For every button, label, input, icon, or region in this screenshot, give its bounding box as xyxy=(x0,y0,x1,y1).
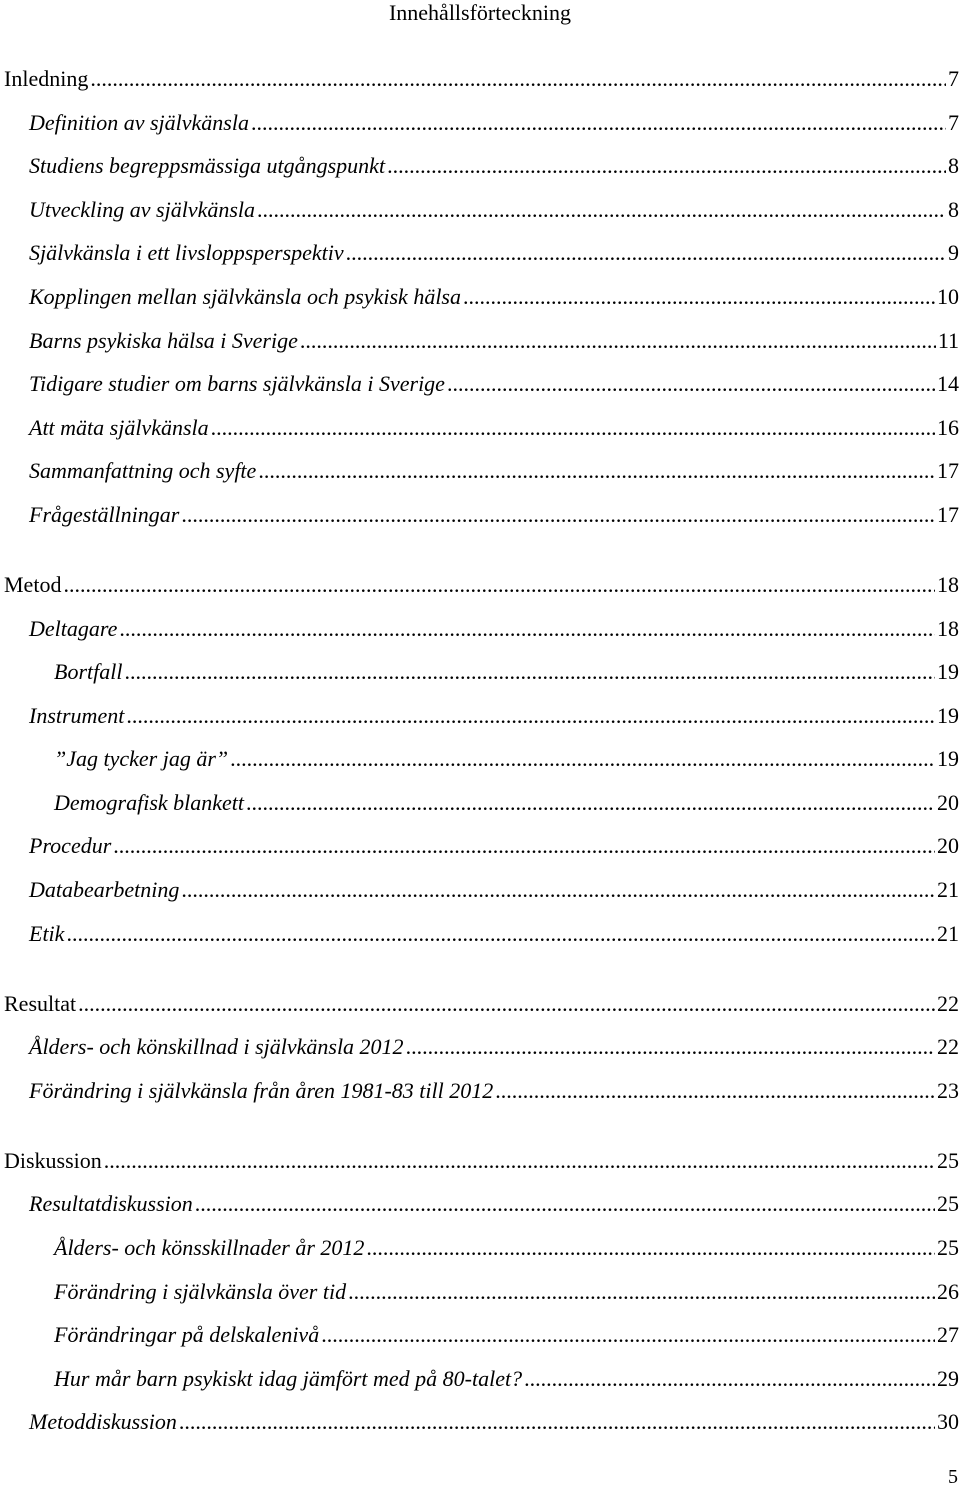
toc-entry-title: Hur mår barn psykiskt idag jämfört med på 80-talet? xyxy=(54,1365,523,1391)
toc-entry-title: Ålders- och könskillnad i självkänsla 2012 xyxy=(29,1034,404,1060)
toc-entry[interactable] xyxy=(4,1357,959,1401)
toc-entry-title: Barns psykiska hälsa i Sverige xyxy=(29,327,298,353)
toc-dot-leader xyxy=(257,188,946,232)
toc-dot-leader xyxy=(124,650,935,694)
toc-dot-leader xyxy=(181,493,935,537)
toc-entry[interactable] xyxy=(4,563,959,607)
toc-entry-page: 20 xyxy=(937,789,959,815)
toc-entry[interactable] xyxy=(4,449,959,493)
toc-entry-page: 21 xyxy=(937,920,959,946)
toc-entry[interactable] xyxy=(4,1270,959,1314)
toc-entry-title: Procedur xyxy=(29,833,112,859)
toc-dot-leader xyxy=(387,144,946,188)
toc-dot-leader xyxy=(246,781,935,825)
toc-entry-page: 19 xyxy=(937,702,959,728)
toc-entry-page: 25 xyxy=(937,1235,959,1261)
toc-entry[interactable] xyxy=(4,912,959,956)
toc-entry-page: 14 xyxy=(937,371,959,397)
toc-entry[interactable] xyxy=(4,362,959,406)
toc-entry-page: 11 xyxy=(937,327,959,353)
toc-entry-page: 22 xyxy=(937,990,959,1016)
toc-dot-leader xyxy=(66,912,935,956)
toc-entry-page: 16 xyxy=(937,414,959,440)
toc-dot-leader xyxy=(447,362,935,406)
toc-entry-page: 17 xyxy=(937,501,959,527)
toc-entry-title: Ålders- och könsskillnader år 2012 xyxy=(54,1235,365,1261)
toc-dot-leader xyxy=(179,1400,935,1444)
toc-dot-leader xyxy=(300,319,936,363)
page-number: 5 xyxy=(948,1466,958,1488)
toc-entry-page: 7 xyxy=(948,109,959,135)
toc-entry[interactable] xyxy=(4,57,959,101)
toc-entry-page: 8 xyxy=(948,196,959,222)
toc-entry-page: 25 xyxy=(937,1147,959,1173)
toc-entry-title: Utveckling av självkänsla xyxy=(29,196,256,222)
toc-dot-leader xyxy=(406,1025,935,1069)
toc-entry[interactable] xyxy=(4,781,959,825)
toc-entry-title: Sammanfattning och syfte xyxy=(29,458,257,484)
toc-entry[interactable] xyxy=(4,319,959,363)
toc-entry-page: 9 xyxy=(948,240,959,266)
toc-dot-leader xyxy=(230,737,935,781)
toc-dot-leader xyxy=(463,275,935,319)
toc-entry[interactable] xyxy=(4,101,959,145)
toc-entry-page: 22 xyxy=(937,1034,959,1060)
toc-entry-title: Definition av självkänsla xyxy=(29,109,249,135)
toc-dot-leader xyxy=(63,563,935,607)
toc-dot-leader xyxy=(258,449,935,493)
toc-entry-page: 17 xyxy=(937,458,959,484)
toc-entry-title: Inledning xyxy=(4,66,89,91)
page-title: Innehållsförteckning xyxy=(388,0,572,25)
toc-entry[interactable] xyxy=(4,1069,959,1113)
toc-entry-page: 20 xyxy=(937,833,959,859)
toc-entry-page: 8 xyxy=(948,153,959,179)
toc-entry-title: Metod xyxy=(4,571,62,597)
toc-dot-leader xyxy=(78,982,935,1026)
toc-entry-title: Deltagare xyxy=(29,615,118,641)
toc-entry-title: Att mäta självkänsla xyxy=(29,414,209,440)
toc-entry-title: Databearbetning xyxy=(29,877,180,903)
toc-entry-page: 30 xyxy=(937,1409,959,1435)
toc-dot-leader xyxy=(321,1313,935,1357)
toc-entry[interactable] xyxy=(4,1400,959,1444)
toc-dot-leader xyxy=(346,231,946,275)
toc-entry-title: Resultatdiskussion xyxy=(29,1191,193,1217)
toc-entry-title: Metoddiskussion xyxy=(29,1409,177,1435)
toc-dot-leader xyxy=(211,406,935,450)
toc-dot-leader xyxy=(113,824,935,868)
toc-entry-title: Instrument xyxy=(29,702,125,728)
toc-entry-title: Frågeställningar xyxy=(29,501,180,527)
toc-entry-title: Förändring i självkänsla från åren 1981-83 till 2012 xyxy=(29,1077,494,1103)
toc-entry[interactable] xyxy=(4,694,959,738)
toc-entry[interactable] xyxy=(4,824,959,868)
toc-entry-title: Resultat xyxy=(4,990,77,1016)
toc-entry[interactable] xyxy=(4,868,959,912)
toc-entry-page: 10 xyxy=(937,283,959,309)
toc-entry[interactable] xyxy=(4,144,959,188)
toc-dot-leader xyxy=(366,1226,935,1270)
toc-entry-page: 27 xyxy=(937,1322,959,1348)
toc-entry-title: Demografisk blankett xyxy=(54,789,245,815)
toc-entry-title: Självkänsla i ett livsloppsperspektiv xyxy=(29,240,344,266)
toc-dot-leader xyxy=(195,1182,935,1226)
toc-entry[interactable] xyxy=(4,982,959,1026)
toc-entry-title: ”Jag tycker jag är” xyxy=(54,746,229,772)
toc-entry-title: Förändring i självkänsla över tid xyxy=(54,1278,347,1304)
toc-entry-title: Studiens begreppsmässiga utgångspunkt xyxy=(29,153,386,179)
toc-entry-page: 18 xyxy=(937,615,959,641)
toc-entry-page: 18 xyxy=(937,571,959,597)
toc-entry-title: Bortfall xyxy=(54,659,123,685)
toc-entry[interactable] xyxy=(4,1226,959,1270)
toc-dot-leader xyxy=(251,101,946,145)
toc-entry-title: Kopplingen mellan självkänsla och psykisk hälsa xyxy=(29,283,461,309)
toc-entry-page: 21 xyxy=(937,877,959,903)
toc-dot-leader xyxy=(126,694,935,738)
toc-entry[interactable] xyxy=(4,231,959,275)
toc-entry-page: 19 xyxy=(937,746,959,772)
toc-entry[interactable] xyxy=(4,275,959,319)
toc-entry-title: Etik xyxy=(29,920,65,946)
toc-entry-page: 25 xyxy=(937,1191,959,1217)
toc-entry[interactable] xyxy=(4,1313,959,1357)
toc-entry-page: 7 xyxy=(948,66,959,91)
toc-entry-title: Diskussion xyxy=(4,1147,102,1173)
toc-entry[interactable] xyxy=(4,1025,959,1069)
toc-entry-page: 23 xyxy=(937,1077,959,1103)
toc-entry-page: 26 xyxy=(937,1278,959,1304)
table-of-contents xyxy=(4,57,959,1444)
toc-dot-leader xyxy=(119,607,935,651)
toc-entry[interactable] xyxy=(4,1139,959,1183)
toc-entry[interactable] xyxy=(4,188,959,232)
toc-entry[interactable] xyxy=(4,737,959,781)
toc-entry-page: 29 xyxy=(937,1365,959,1391)
toc-dot-leader xyxy=(90,57,946,101)
toc-dot-leader xyxy=(181,868,935,912)
toc-entry-title: Tidigare studier om barns självkänsla i Sverige xyxy=(29,371,445,397)
toc-dot-leader xyxy=(348,1270,935,1314)
toc-dot-leader xyxy=(104,1139,935,1183)
toc-entry[interactable] xyxy=(4,607,959,651)
toc-entry[interactable] xyxy=(4,650,959,694)
toc-entry[interactable] xyxy=(4,406,959,450)
toc-dot-leader xyxy=(495,1069,935,1113)
toc-dot-leader xyxy=(524,1357,935,1401)
toc-entry-page: 19 xyxy=(937,659,959,685)
toc-entry[interactable] xyxy=(4,493,959,537)
toc-entry[interactable] xyxy=(4,1182,959,1226)
toc-entry-title: Förändringar på delskalenivå xyxy=(54,1322,320,1348)
